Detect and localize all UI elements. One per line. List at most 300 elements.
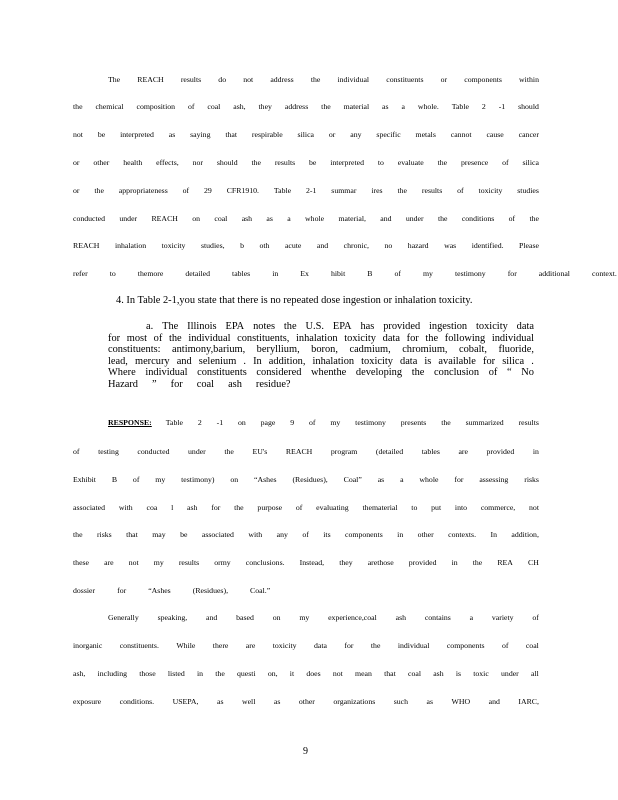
word: health [123,158,143,167]
word: notes [253,321,276,332]
word: results [274,158,296,167]
word: (detailed [375,447,404,456]
word: toxicity [478,186,503,195]
word: CFR1910. [226,186,259,195]
word: provided [486,447,515,456]
word: (Residues), [292,475,328,484]
word: the [283,321,297,332]
word: of [73,447,80,456]
word: context. [591,269,617,278]
text-line [73,241,539,251]
word: is [424,355,432,367]
word: identified. [471,241,504,250]
text-line [73,102,539,112]
word: any [350,130,362,139]
word: beryllium, [256,344,300,356]
word: the [73,530,83,539]
word: . [243,355,246,367]
word: of [302,530,309,539]
word: the [397,186,407,195]
word: not [128,558,139,567]
word: ash [241,214,253,223]
word: interpreted [120,130,154,139]
word: they [339,558,353,567]
word: conditions [461,214,495,223]
question-a-line [108,344,534,356]
word: or [73,158,80,167]
word: saying [190,130,211,139]
word: not [332,669,343,678]
word: additional [538,269,570,278]
word: may [152,530,166,539]
word: tables [232,269,251,278]
word: that [384,669,396,678]
word: of [182,186,190,195]
word: not [529,503,539,512]
word: toxicity [476,321,508,332]
word: the [437,214,448,223]
word: ash [395,613,407,622]
word: a [401,102,405,111]
word: listed [167,669,185,678]
word: Coal” [343,475,362,484]
word: of [308,418,316,427]
word: to [109,269,116,278]
word: evaluating [316,503,349,512]
word: 2-1 [306,186,317,195]
word: or [440,75,448,84]
word: Please [519,241,539,250]
word: ash [187,503,198,512]
word: boron, [311,344,338,356]
word: “ [507,367,512,379]
word: of [153,332,163,344]
word: 29 [204,186,212,195]
word: to [377,158,384,167]
text-line [73,558,539,568]
word: such [393,697,409,706]
word: toxicity [272,641,297,650]
word: Where [108,367,136,379]
word: and [488,697,500,706]
word: “Ashes [254,475,277,484]
word: no [384,241,393,250]
word: ash, [73,669,86,678]
word: considered [256,367,302,379]
word: the [94,186,104,195]
word: REACH [285,447,313,456]
word: as [382,102,389,111]
word: constituents [386,75,424,84]
word: in [397,530,404,539]
word: for [170,378,183,390]
word: constituents: [108,344,161,356]
word: do [218,75,227,84]
word: under [188,447,206,456]
word: a. [146,321,154,332]
word: questi [237,669,256,678]
word: Table [165,418,183,427]
word: should [518,102,539,111]
word: there [212,641,229,650]
word: conducted [73,214,106,223]
word: commerce, [480,503,516,512]
word: other [93,158,110,167]
word: coa [146,503,158,512]
word: was [444,241,457,250]
word: The [162,321,179,332]
word: assessing [479,475,509,484]
word: ingestion [429,321,468,332]
word: ash [433,669,444,678]
word: variety [491,613,514,622]
word: individual [145,367,188,379]
word: program [330,447,358,456]
word: Instead, [299,558,325,567]
word: toxicity [161,241,186,250]
word: for [211,503,221,512]
word: the [411,367,425,379]
word: interpreted [330,158,365,167]
word: results [178,558,200,567]
word: B [111,475,118,484]
word: ash, [233,102,246,111]
word: be [180,530,188,539]
word: silica [297,130,315,139]
question-a-line [108,367,534,379]
word: be [97,130,106,139]
text-line [73,447,539,457]
word: ires [371,186,383,195]
word: WHO [451,697,471,706]
word: address [270,75,294,84]
word: as [266,214,273,223]
word: conditions. [119,697,155,706]
word: page [260,418,276,427]
word: metals [415,130,436,139]
word: my [155,475,166,484]
word: the [472,558,483,567]
word: ” [152,378,157,390]
word: data [382,332,400,344]
word: REACH [73,241,100,250]
word: appropriateness [118,186,168,195]
word: purpose [257,503,283,512]
word: REACH [137,75,164,84]
word: residue? [255,378,291,390]
word: data [516,321,534,332]
word: REACH [151,214,178,223]
response-label: RESPONSE: [108,418,152,427]
word: the [441,418,451,427]
word: for [507,269,517,278]
word: for [482,355,496,367]
word: presents [400,418,427,427]
word: coal [196,378,215,390]
word: its [323,530,331,539]
word: within [519,75,539,84]
text-line [73,214,539,224]
word: constituents [197,367,247,379]
word: exposure [73,697,102,706]
word: tables [421,447,440,456]
word: mercury [134,355,170,367]
word: coal [525,641,539,650]
word: provided [383,321,421,332]
word: under [405,214,424,223]
word: mean [355,669,372,678]
word: thematerial [362,503,398,512]
word: In [253,355,262,367]
word: data [400,355,418,367]
word: risks [524,475,539,484]
word: toxicity [344,332,376,344]
word: they [258,102,272,111]
word: testing [98,447,119,456]
response-first-text [166,418,539,428]
word: or [328,130,336,139]
word: summar [331,186,357,195]
word: dossier [73,586,96,595]
word: antimony,barium, [172,344,246,356]
word: well [241,697,256,706]
word: whenthe [311,367,347,379]
word: 2 [481,102,486,111]
word: U.S. [305,321,324,332]
text-line [73,269,617,279]
word: themore [137,269,164,278]
word: the [321,102,331,111]
word: 2 [197,418,202,427]
question-4 [116,295,473,307]
word: individual [397,641,430,650]
word: has [360,321,375,332]
word: on [237,418,246,427]
word: speaking, [157,613,188,622]
word: Ex [300,269,309,278]
word: of [501,641,509,650]
word: as [216,697,224,706]
word: following [444,332,486,344]
word: in [272,269,279,278]
word: studies, [200,241,225,250]
word: acute [284,241,302,250]
word: for [344,641,354,650]
word: on, [267,669,278,678]
word: presence [460,158,489,167]
word: associated [73,503,106,512]
word: are [104,558,114,567]
word: IARC, [518,697,539,706]
word: results [518,418,539,427]
word: for [454,475,464,484]
word: respirable [251,130,283,139]
word: based [236,613,254,622]
word: material [343,102,370,111]
word: for [108,332,121,344]
word: lead, [108,355,128,367]
word: hazard [407,241,429,250]
word: material, [338,214,366,223]
word: l [171,503,174,512]
word: conducted [137,447,170,456]
word: my [330,418,341,427]
word: contexts. [448,530,477,539]
word: available [438,355,476,367]
question-a-line [108,321,534,333]
word: into [454,503,468,512]
word: results [421,186,443,195]
word: testimony [454,269,486,278]
word: most [126,332,147,344]
word: that [126,530,138,539]
word: a [400,475,404,484]
word: under [119,214,138,223]
word: . [531,355,534,367]
word: is [455,669,462,678]
word: Exhibit [73,475,96,484]
word: testimony) [181,475,215,484]
word: refer [73,269,88,278]
word: and [206,613,218,622]
word: all [530,669,539,678]
text-line [73,586,539,596]
word: individual [491,332,534,344]
word: -1 [216,418,224,427]
word: my [153,558,164,567]
word: -1 [498,102,506,111]
word: results [180,75,202,84]
word: EPA [225,321,245,332]
text-line [73,530,539,540]
word: b [240,241,244,250]
word: of [457,186,464,195]
word: studies [517,186,539,195]
word: the [370,641,381,650]
word: in [451,558,458,567]
word: under [501,669,519,678]
word: not [243,75,254,84]
word: the [437,158,448,167]
word: oth [259,241,270,250]
word: of [488,367,498,379]
word: toxicity [361,355,393,367]
word: arethose [367,558,394,567]
word: should [216,158,238,167]
word: conclusions. [245,558,285,567]
word: specific [376,130,401,139]
word: of [394,269,401,278]
word: coal [207,102,221,111]
word: silica [502,355,525,367]
word: a [469,613,474,622]
word: REA [497,558,513,567]
word: chronic, [343,241,369,250]
question-4-text: 4. In Table 2-1,you state that there is no repeated dose ingestion or inhalation toxicity. [116,295,473,306]
word: with [248,530,263,539]
text-line [73,475,539,485]
word: or [73,186,80,195]
word: In [490,530,497,539]
word: inhalation [296,332,338,344]
text-line [108,75,539,85]
word: summarized [465,418,504,427]
word: including [97,669,127,678]
word: as [426,697,434,706]
word: No [521,367,534,379]
word: The [108,75,121,84]
word: While [176,641,196,650]
word: the [168,332,182,344]
text-line [73,641,539,651]
word: these [73,558,90,567]
word: EPA [332,321,352,332]
word: that [225,130,238,139]
word: any [276,530,288,539]
word: conclusion [434,367,480,379]
word: the [251,158,261,167]
word: Table [273,186,292,195]
word: are [245,641,256,650]
word: on [272,613,281,622]
word: chromium, [402,344,448,356]
word: associated [201,530,234,539]
question-a-line [108,379,534,391]
word: put [431,503,442,512]
page-number: 9 [303,746,308,757]
question-a-line [108,356,534,368]
word: whole [419,475,439,484]
word: nor [192,158,203,167]
word: “Ashes [148,586,171,595]
word: cancer [518,130,539,139]
word: inhalation [114,241,147,250]
word: Coal.” [250,586,271,595]
word: B [367,269,373,278]
word: whole [305,214,325,223]
word: with [118,503,133,512]
question-a-line [108,333,534,345]
word: developing [355,367,403,379]
word: for [117,586,127,595]
word: toxic [473,669,489,678]
response-first-line [108,418,539,428]
word: cadmium, [349,344,391,356]
word: detailed [185,269,211,278]
word: data [313,641,327,650]
word: silica [522,158,539,167]
word: of [508,214,516,223]
word: of [532,613,539,622]
word: addition, [511,530,539,539]
word: the [224,447,234,456]
word: those [139,669,156,678]
word: Generally [108,613,139,622]
word: ormy [214,558,231,567]
word: and [380,214,392,223]
word: testimony [355,418,386,427]
word: the [73,102,83,111]
word: cobalt, [458,344,487,356]
word: evaluate [397,158,424,167]
question-4a [108,321,534,391]
word: chemical [95,102,124,111]
word: provided [408,558,437,567]
text-line [73,186,539,196]
word: whole. [417,102,439,111]
word: of [187,102,195,111]
word: components [345,530,383,539]
